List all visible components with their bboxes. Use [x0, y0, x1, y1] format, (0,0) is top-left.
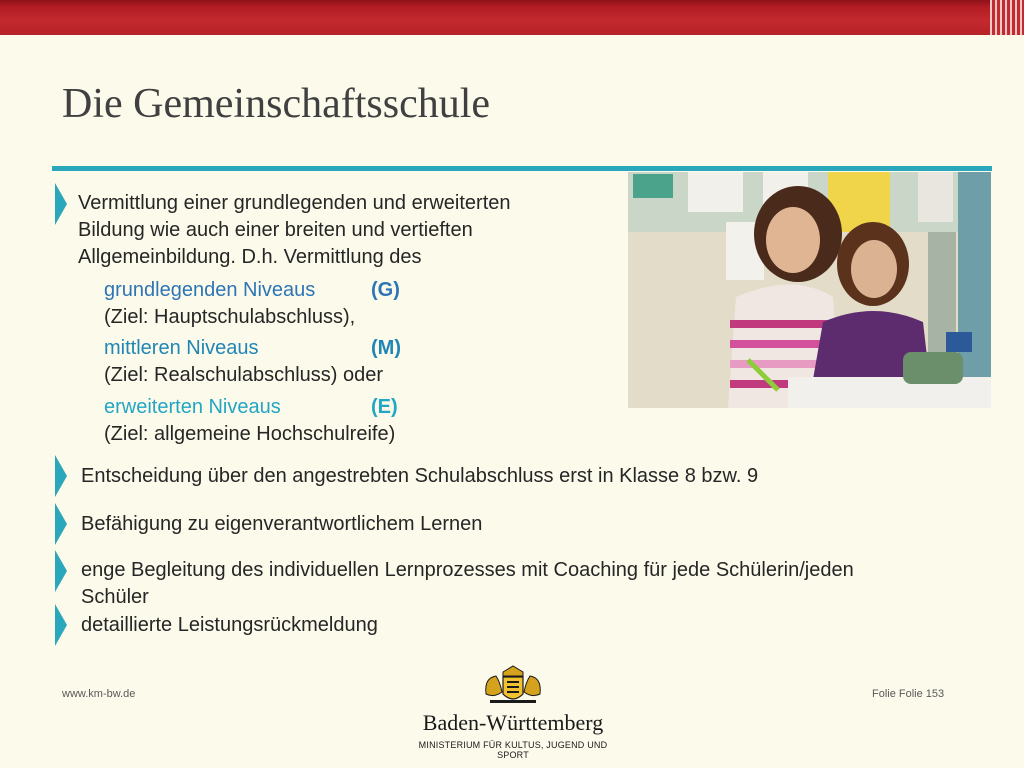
bullet-marker-icon [55, 604, 67, 646]
bullet-1-line-1: Vermittlung einer grundlegenden und erweiterten [78, 192, 511, 214]
bullet-marker-icon [55, 455, 67, 497]
level-e [104, 394, 398, 421]
level-m [104, 335, 401, 362]
bullet-1-line-3: Allgemeinbildung. D.h. Vermittlung des [78, 246, 422, 268]
slide-number: Folie Folie 153 [872, 688, 945, 700]
level-e-code: (E) [371, 396, 398, 418]
bullet-marker-icon [55, 550, 67, 592]
bullet-3-text: Befähigung zu eigenverantwortlichem Lernen [81, 513, 483, 535]
coat-of-arms-icon [478, 664, 548, 711]
level-m-goal: (Ziel: Realschulabschluss) oder [104, 364, 384, 386]
header-stripes [990, 0, 1024, 35]
level-m-name: mittleren Niveaus [104, 337, 259, 359]
logo-ministry: MINISTERIUM FÜR KULTUS, JUGEND UND SPORT [418, 740, 608, 760]
bullet-marker-icon [55, 503, 67, 545]
slide-title: Die Gemeinschaftsschule [62, 81, 491, 127]
level-m-code: (M) [371, 337, 401, 359]
bullet-4-line-1: enge Begleitung des individuellen Lernprozesses mit Coaching für jede Schülerin/jeden [81, 559, 854, 581]
classroom-photo [628, 172, 991, 408]
bw-logo [408, 664, 618, 760]
level-e-name: erweiterten Niveaus [104, 396, 281, 418]
header-bar [0, 0, 1024, 35]
bullet-4-line-2: Schüler [81, 586, 149, 608]
title-underline [52, 166, 992, 171]
level-g-goal: (Ziel: Hauptschulabschluss), [104, 306, 356, 328]
bullet-2-text: Entscheidung über den angestrebten Schulabschluss erst in Klasse 8 bzw. 9 [81, 465, 759, 487]
level-e-goal: (Ziel: allgemeine Hochschulreife) [104, 423, 396, 445]
logo-name: Baden-Württemberg [422, 710, 604, 735]
bullet-5-text: detaillierte Leistungsrückmeldung [81, 614, 378, 636]
bullet-marker-icon [55, 183, 67, 225]
level-g-code: (G) [371, 279, 400, 301]
bullet-1-line-2: Bildung wie auch einer breiten und vertieften [78, 219, 473, 241]
level-g-name: grundlegenden Niveaus [104, 279, 316, 301]
level-g [104, 277, 400, 304]
footer-url: www.km-bw.de [62, 688, 136, 700]
